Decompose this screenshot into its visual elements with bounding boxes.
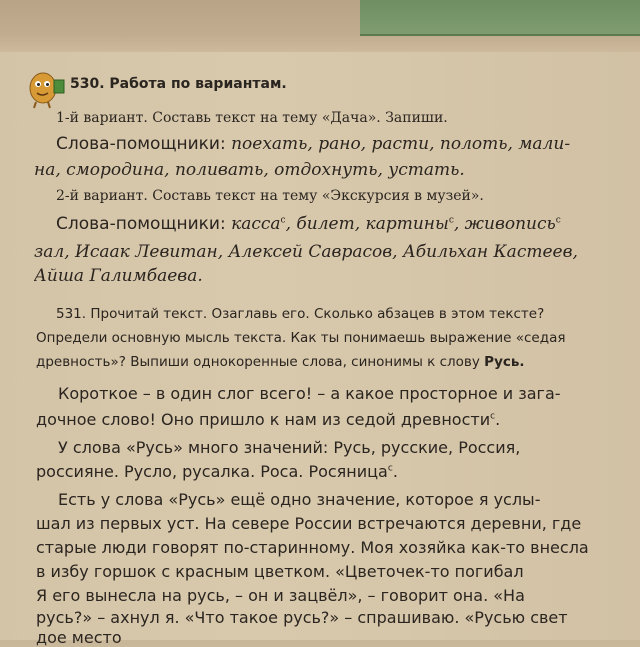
paragraph-2-line-1: У слова «Русь» много значений: Русь, русские, Россия,: [58, 438, 521, 457]
variant-2-helpers-line-2: зал, Исаак Левитан, Алексей Саврасов, Абильхан Кастеев,: [34, 242, 578, 262]
paragraph-3-line-6: русь?» – ахнул я. «Что такое русь?» – спрашиваю. «Русью свет: [36, 608, 568, 627]
variant-2-helpers-line-1: [56, 214, 561, 234]
paragraph-3-line-5: Я его вынесла на русь, – он и зацвёл», – говорит она. «На: [36, 586, 525, 605]
paragraph-2-line-2-text: россияне. Русло, русалка. Роса. Росяница: [36, 462, 388, 481]
task-530-number: 530.: [70, 76, 105, 92]
task-531-keyword: Русь.: [484, 354, 525, 370]
paragraph-2-line-2: россияне. Русло, русалка. Роса. Росяница$^с$.: [36, 462, 398, 481]
variant-2-helpers-line-3: Айша Галимбаева.: [34, 266, 203, 286]
helpers-label: Слова-помощники:: [56, 214, 226, 234]
helper-word: , билет, картины: [285, 214, 449, 234]
superscript-mark: с: [280, 215, 286, 226]
paragraph-3-line-7: дое место: [36, 628, 122, 647]
task-531-line-3: [36, 354, 525, 370]
helpers-words: поехать, рано, расти, полоть, мали-: [231, 134, 571, 154]
helper-word: , живопись: [453, 214, 556, 234]
paragraph-3-line-1: Есть у слова «Русь» ещё одно значение, которое я услы-: [58, 490, 541, 509]
variant-1-instruction: 1-й вариант. Составь текст на тему «Дача». Запиши.: [56, 110, 448, 126]
green-book-cover: [360, 0, 640, 36]
helpers-label: Слова-помощники:: [56, 134, 226, 154]
task-531-line-2: Определи основную мысль текста. Как ты понимаешь выражение «седая: [36, 330, 566, 346]
paragraph-1-line-2: дочное слово! Оно пришло к нам из седой древности$^с$.: [36, 410, 501, 429]
task-530-heading: [70, 76, 287, 92]
paragraph-1-line-2-text: дочное слово! Оно пришло к нам из седой древности: [36, 410, 491, 429]
helper-word: касса: [231, 214, 281, 234]
paragraph-3-line-3: старые люди говорят по-старинному. Моя хозяйка как-то внесла: [36, 538, 589, 557]
superscript-mark: с: [387, 463, 393, 474]
paragraph-3-line-4: в избу горшок с красным цветком. «Цветочек-то погибал: [36, 562, 524, 581]
paragraph-1-line-1: Короткое – в один слог всего! – а какое просторное и зага-: [58, 384, 561, 403]
variant-1-helpers-line-1: [56, 134, 570, 154]
task-530-title: Работа по вариантам.: [109, 76, 287, 92]
superscript-mark: с: [490, 411, 496, 422]
superscript-mark: с: [555, 215, 561, 226]
mascot-icon: [26, 66, 66, 110]
paragraph-3-line-2: шал из первых уст. На севере России встречаются деревни, где: [36, 514, 582, 533]
superscript-mark: с: [448, 215, 454, 226]
task-531-line-3-text: древность»? Выпиши однокоренные слова, синонимы к слову: [36, 354, 485, 370]
variant-2-instruction: 2-й вариант. Составь текст на тему «Экскурсия в музей».: [56, 188, 484, 204]
task-531-line-1: 531. Прочитай текст. Озаглавь его. Сколько абзацев в этом тексте?: [56, 306, 545, 322]
variant-1-helpers-line-2: на, смородина, поливать, отдохнуть, устать.: [34, 160, 465, 180]
